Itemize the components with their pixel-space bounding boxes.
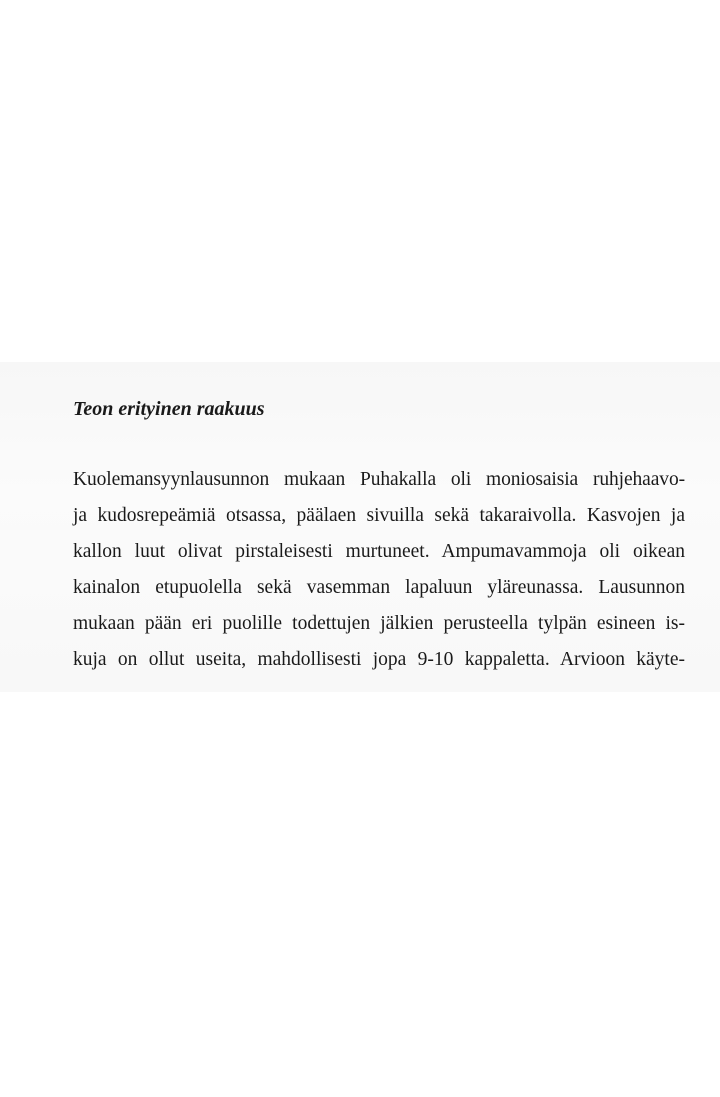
paragraph-line: Kuolemansyynlausunnon mukaan Puhakalla oli moniosaisia ruhjehaavo- [73,469,685,490]
paragraph-line: mukaan pään eri puolille todettujen jälkien perusteella tylpän esineen is- [73,613,685,634]
paragraph-line: ja kudosrepeämiä otsassa, päälaen sivuilla sekä takaraivolla. Kasvojen ja [73,505,685,526]
paragraph-line: kuja on ollut useita, mahdollisesti jopa 9-10 kappaletta. Arvioon käyte- [73,649,685,670]
paragraph-line: kainalon etupuolella sekä vasemman lapaluun yläreunassa. Lausunnon [73,577,685,598]
body-paragraph [73,462,685,678]
paragraph-line: kallon luut olivat pirstaleisesti murtuneet. Ampumavammoja oli oikean [73,541,685,562]
section-heading: Teon erityinen raakuus [73,398,265,420]
